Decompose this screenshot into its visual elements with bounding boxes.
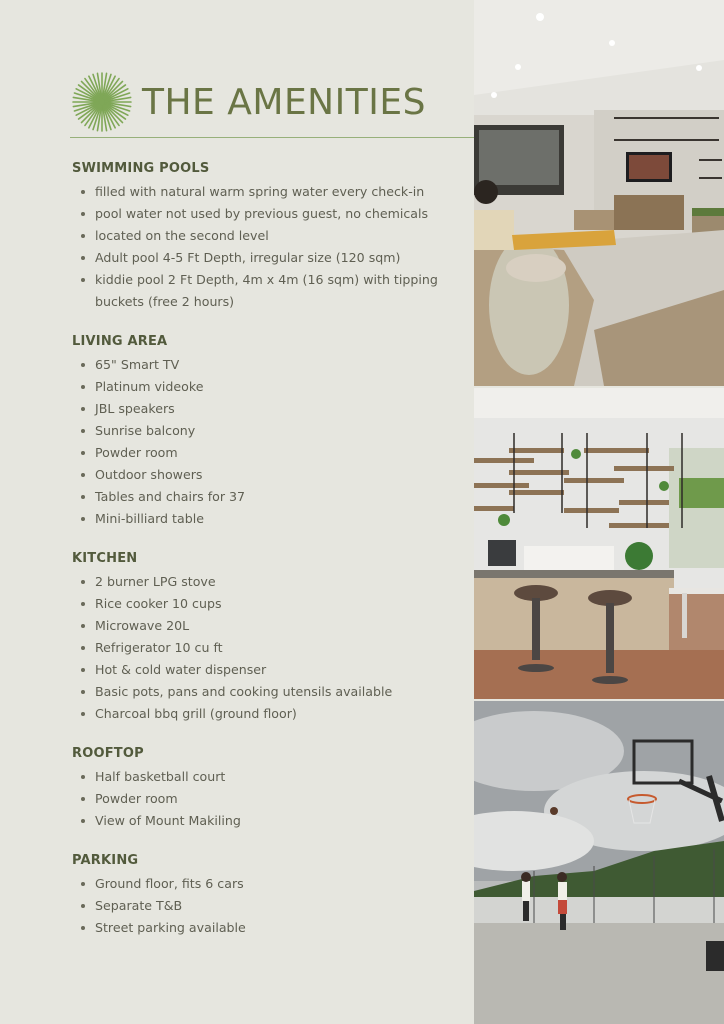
header-divider: [70, 137, 474, 138]
amenity-sections: [72, 161, 467, 960]
list-item: Rice cooker 10 cups: [95, 593, 467, 615]
list-item: Separate T&B: [95, 895, 467, 917]
section-swimming-pools: [72, 161, 467, 313]
list-item: Half basketball court: [95, 766, 467, 788]
section-parking: [72, 853, 467, 939]
list-item: Refrigerator 10 cu ft: [95, 637, 467, 659]
list-item: 65" Smart TV: [95, 354, 467, 376]
page-title: THE AMENITIES: [142, 81, 426, 123]
list-item: Street parking available: [95, 917, 467, 939]
list-item: Sunrise balcony: [95, 420, 467, 442]
amenity-list: [72, 766, 467, 832]
sunburst-icon: [72, 72, 132, 132]
list-item: Platinum videoke: [95, 376, 467, 398]
list-item: Outdoor showers: [95, 464, 467, 486]
list-item: View of Mount Makiling: [95, 810, 467, 832]
section-heading: SWIMMING POOLS: [72, 161, 210, 176]
amenity-list: [72, 181, 467, 313]
photo-column: [474, 0, 724, 1024]
list-item: Ground floor, fits 6 cars: [95, 873, 467, 895]
list-item: 2 burner LPG stove: [95, 571, 467, 593]
list-item: Basic pots, pans and cooking utensils available: [95, 681, 467, 703]
list-item: pool water not used by previous guest, no chemicals: [95, 203, 467, 225]
list-item: kiddie pool 2 Ft Depth, 4m x 4m (16 sqm) with tipping: [95, 269, 467, 291]
section-kitchen: [72, 551, 467, 725]
section-heading: LIVING AREA: [72, 334, 168, 349]
kitchen-photo: [474, 388, 724, 699]
section-heading: KITCHEN: [72, 551, 138, 566]
section-living-area: [72, 334, 467, 530]
amenity-list: [72, 571, 467, 725]
amenity-list: [72, 873, 467, 939]
list-item: Tables and chairs for 37: [95, 486, 467, 508]
list-item: Microwave 20L: [95, 615, 467, 637]
list-item: Adult pool 4-5 Ft Depth, irregular size (120 sqm): [95, 247, 467, 269]
list-item: located on the second level: [95, 225, 467, 247]
section-heading: PARKING: [72, 853, 139, 868]
section-heading: ROOFTOP: [72, 746, 144, 761]
amenity-list: [72, 354, 467, 530]
list-item: filled with natural warm spring water every check-in: [95, 181, 467, 203]
list-item-continuation: buckets (free 2 hours): [95, 294, 235, 309]
list-item: Powder room: [95, 442, 467, 464]
list-item: Charcoal bbq grill (ground floor): [95, 703, 467, 725]
rooftop-basketball-photo: [474, 701, 724, 1024]
list-item: Hot & cold water dispenser: [95, 659, 467, 681]
page-header: [72, 70, 474, 134]
list-item: Mini-billiard table: [95, 508, 467, 530]
list-item: JBL speakers: [95, 398, 467, 420]
list-item: Powder room: [95, 788, 467, 810]
living-area-photo: [474, 0, 724, 386]
section-rooftop: [72, 746, 467, 832]
